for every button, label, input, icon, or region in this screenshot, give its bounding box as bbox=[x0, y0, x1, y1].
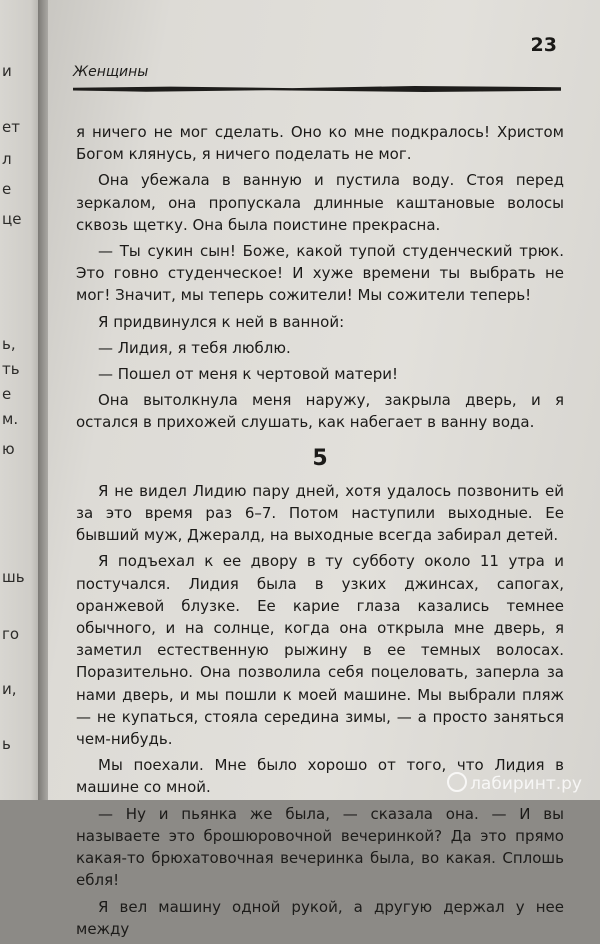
adjacent-page-fragment: ь, bbox=[2, 335, 16, 353]
paragraph: Я подъехал к ее двору в ту субботу около 11 утра и постучался. Лидия была в узких джинсах, сапогах, оранжевой блузке. Ее карие глаза казались темнее обычного, и на солнце, когда она открыла мне дверь, я заметил естественную рыжину в ее темных волосах. Поразительно. Она позволила себя поцеловать, заперла за нами дверь, и мы пошли к моей машине. Мы выбрали пляж — не купаться, стояла середина зимы, — а просто заняться чем-нибудь. bbox=[76, 552, 564, 749]
page-header bbox=[73, 34, 557, 100]
paragraph: — Лидия, я тебя люблю. bbox=[98, 338, 291, 357]
paragraph: Она убежала в ванную и пустила воду. Стоя перед зеркалом, она пропускала длинные каштановые волосы сквозь щетку. Она была поистине прекрасна. bbox=[76, 171, 564, 234]
adjacent-page-fragment: ть bbox=[2, 360, 20, 378]
header-rule bbox=[73, 86, 561, 92]
running-title: Женщины bbox=[73, 64, 149, 80]
paragraph: Мы поехали. Мне было хорошо от того, что Лидия в машине со мной. bbox=[76, 756, 564, 797]
paragraph: Я не видел Лидию пару дней, хотя удалось позвонить ей за это время раз 6–7. Потом наступили выходные. Ее бывший муж, Джералд, на выходные всегда забирал детей. bbox=[76, 481, 564, 545]
adjacent-page-fragment: шь bbox=[2, 568, 25, 586]
paragraph: — Ты сукин сын! Боже, какой тупой студенческий трюк. Это говно студенческое! И хуже времени ты выбрать не мог! Значит, мы теперь сожители! Мы сожители теперь! bbox=[76, 242, 564, 305]
adjacent-page-fragment: м. bbox=[2, 410, 19, 428]
adjacent-page-fragment: е bbox=[2, 180, 12, 198]
body-text bbox=[76, 121, 564, 944]
adjacent-page-fragment: л bbox=[2, 150, 12, 168]
adjacent-page-fragment: ет bbox=[2, 118, 20, 136]
paragraph: я ничего не мог сделать. Оно ко мне подкралось! Христом Богом клянусь, я ничего поделать не мог. bbox=[76, 123, 564, 164]
adjacent-page-fragment: ю bbox=[2, 440, 15, 458]
adjacent-page-fragment: ь bbox=[2, 735, 11, 753]
paragraph: Я вел машину одной рукой, а другую держал у нее между bbox=[76, 897, 564, 938]
chapter-number: 5 bbox=[312, 445, 328, 471]
adjacent-page-fragment: и, bbox=[2, 680, 17, 698]
watermark-text: лабиринт.ру bbox=[470, 774, 582, 794]
adjacent-page-fragment: це bbox=[2, 210, 22, 228]
adjacent-page-fragment: е bbox=[2, 385, 12, 403]
adjacent-page-fragment: и bbox=[2, 62, 12, 80]
page-number: 23 bbox=[530, 34, 557, 56]
book-page bbox=[48, 0, 600, 938]
labirint-logo-icon bbox=[447, 772, 467, 792]
paragraph: Я придвинулся к ней в ванной: bbox=[98, 312, 345, 331]
watermark bbox=[447, 772, 582, 794]
paragraph: — Ну и пьянка же была, — сказала она. — И вы называете это брошюровочной вечеринкой? Да это прямо какая-то брюхатовочная вечеринка была, во какая. Сплошь ебля! bbox=[76, 804, 564, 890]
paragraph: — Пошел от меня к чертовой матери! bbox=[98, 365, 399, 384]
adjacent-page-fragment: го bbox=[2, 625, 20, 643]
paragraph: Она вытолкнула меня наружу, закрыла дверь, и я остался в прихожей слушать, как набегает в ванну вода. bbox=[76, 391, 564, 432]
